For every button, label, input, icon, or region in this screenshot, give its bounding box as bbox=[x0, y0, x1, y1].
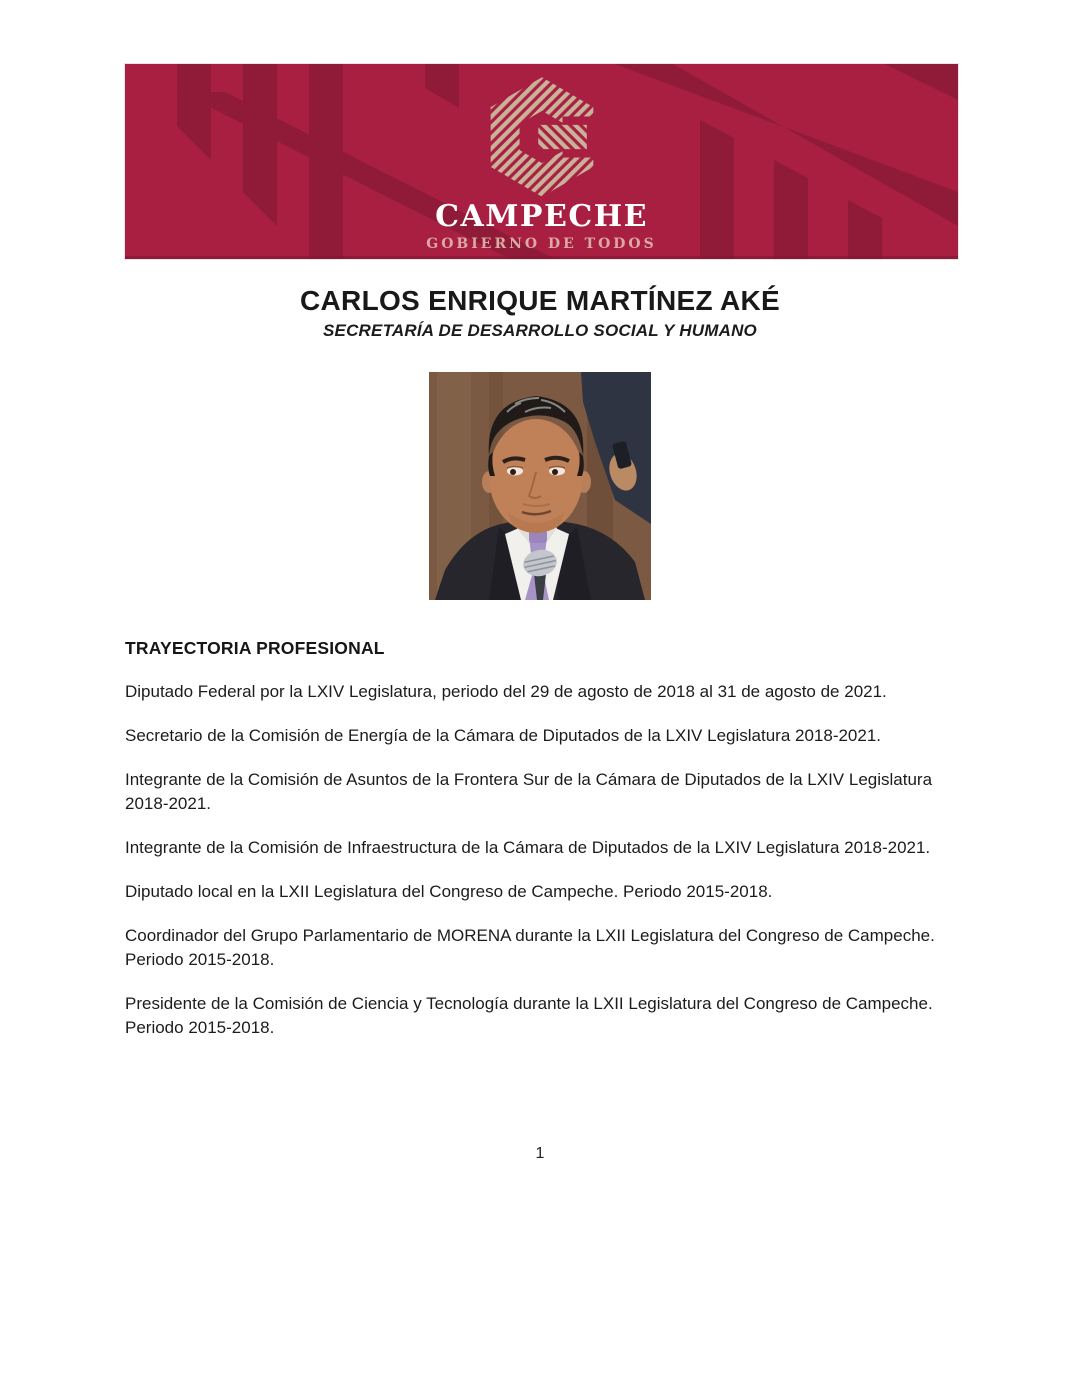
paragraph-coordinador-morena: Coordinador del Grupo Parlamentario de MORENA durante la LXII Legislatura del Congreso de Campeche. Periodo 2015-2018. bbox=[125, 926, 935, 969]
portrait-photo bbox=[429, 372, 651, 600]
campeche-banner bbox=[124, 63, 959, 260]
paragraph-presidente-ciencia: Presidente de la Comisión de Ciencia y Tecnología durante la LXII Legislatura del Congreso de Campeche. Periodo 2015-2018. bbox=[125, 994, 933, 1037]
paragraph-diputado-federal: Diputado Federal por la LXIV Legislatura, periodo del 29 de agosto de 2018 al 31 de agosto de 2021. bbox=[125, 682, 887, 701]
tagline-text: GOBIERNO DE TODOS bbox=[426, 235, 657, 252]
page-number: 1 bbox=[535, 1145, 545, 1162]
person-title: SECRETARÍA DE DESARROLLO SOCIAL Y HUMANO bbox=[323, 321, 757, 341]
person-name: CARLOS ENRIQUE MARTÍNEZ AKÉ bbox=[300, 285, 780, 316]
brand-text: CAMPECHE bbox=[435, 199, 648, 234]
paragraph-secretario-energia: Secretario de la Comisión de Energía de la Cámara de Diputados de la LXIV Legislatura 2018-2021. bbox=[125, 726, 882, 745]
section-heading: TRAYECTORIA PROFESIONAL bbox=[125, 638, 385, 658]
paragraph-frontera-sur: Integrante de la Comisión de Asuntos de la Frontera Sur de la Cámara de Diputados de la LXIV Legislatura 2018-2021. bbox=[125, 770, 933, 813]
header-block bbox=[0, 285, 1080, 341]
campeche-logo bbox=[486, 74, 598, 200]
paragraph-infraestructura: Integrante de la Comisión de Infraestructura de la Cámara de Diputados de la LXIV Legislatura 2018-2021. bbox=[125, 838, 931, 857]
profile-section bbox=[125, 636, 955, 1060]
paragraph-diputado-local: Diputado local en la LXII Legislatura del Congreso de Campeche. Periodo 2015-2018. bbox=[125, 882, 773, 901]
